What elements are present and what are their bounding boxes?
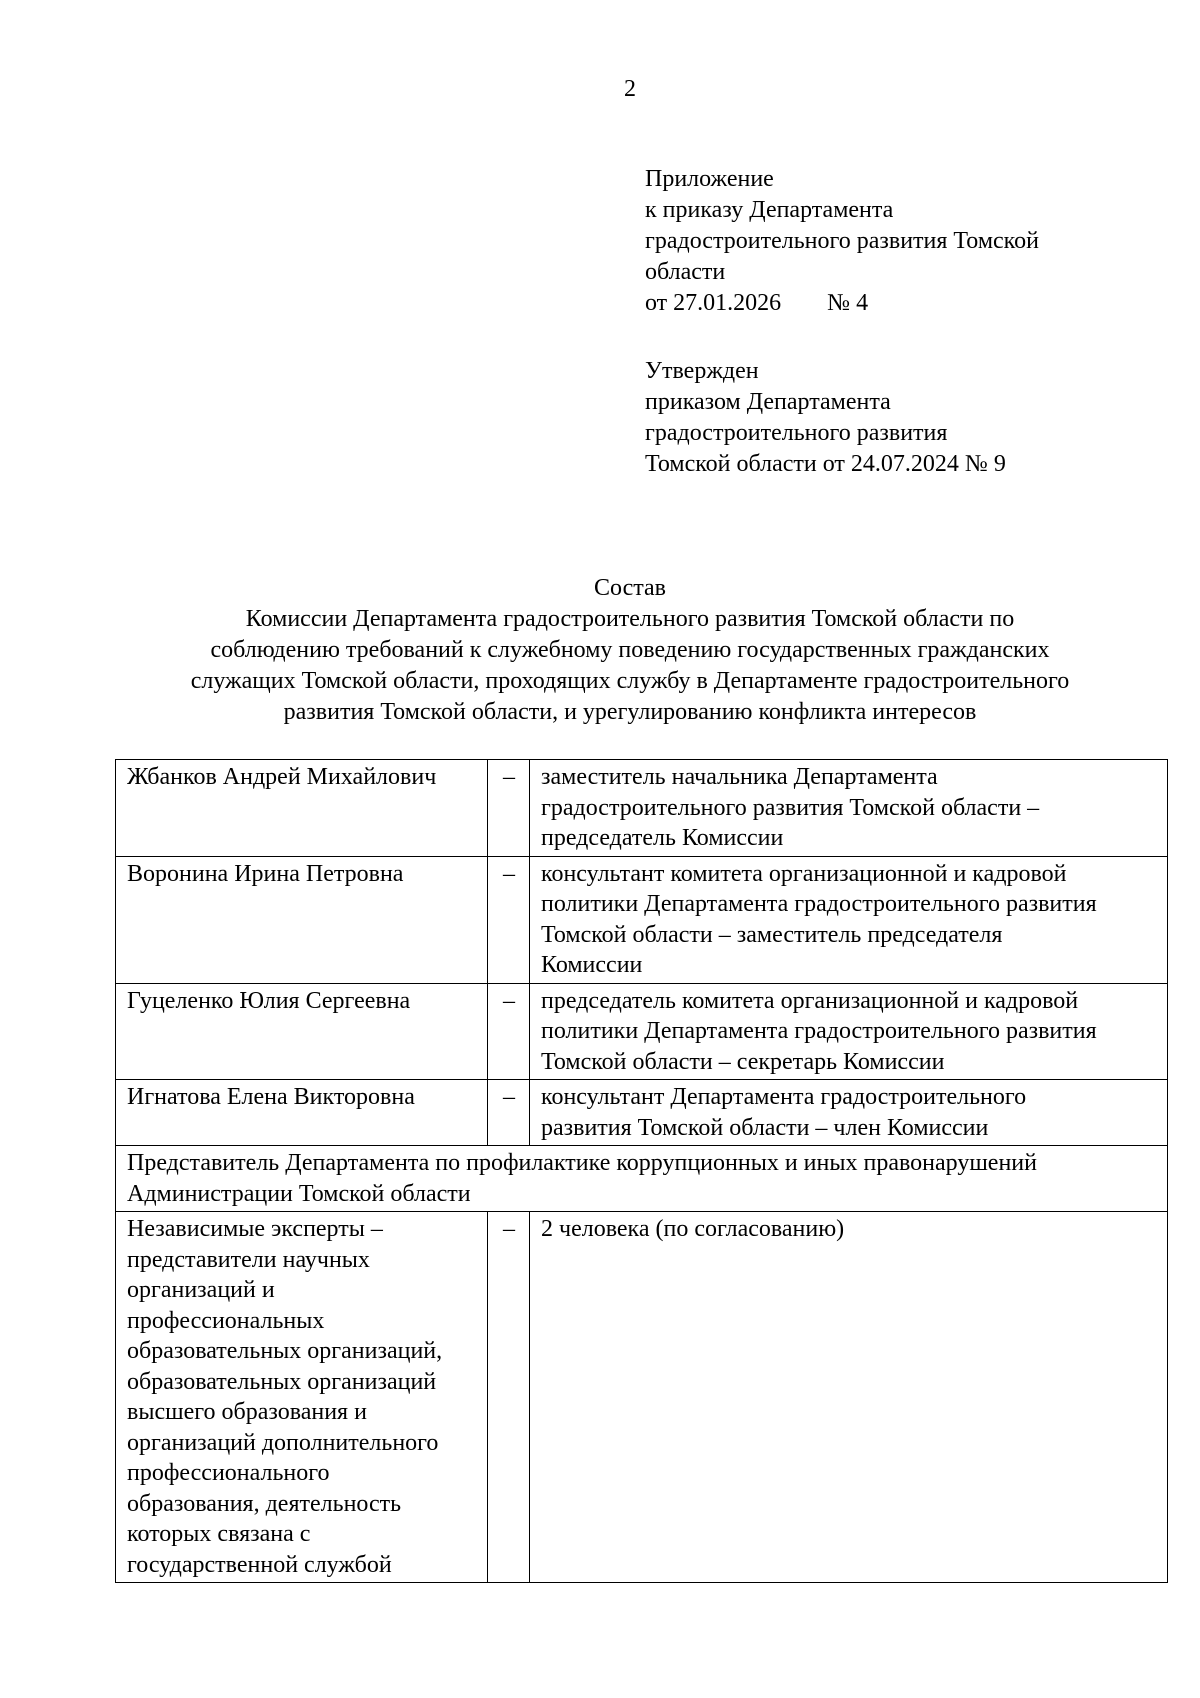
table-row [116, 983, 1168, 1080]
member-name: Воронина Ирина Петровна [116, 856, 488, 983]
document-title [100, 573, 1160, 728]
table-row [116, 760, 1168, 857]
order-date: 27.01.2026 [673, 290, 782, 316]
title-heading: Состав [593, 575, 667, 601]
table-row-experts [116, 1212, 1168, 1583]
appendix-block [645, 164, 1145, 319]
approved-line: Томской области от 24.07.2024 № 9 [645, 451, 1006, 477]
title-line: служащих Томской области, проходящих службу в Департаменте градостроительного [190, 668, 1070, 694]
representative-line: Администрации Томской области [127, 1180, 471, 1207]
appendix-line: Приложение [645, 166, 774, 192]
dash-cell: – [488, 760, 530, 857]
experts-line: государственной службой [127, 1551, 392, 1578]
representative-cell [116, 1146, 1168, 1212]
experts-line: образовательных организаций, [127, 1338, 443, 1364]
page-number: 2 [624, 76, 636, 102]
commission-table [115, 759, 1168, 1583]
experts-role: 2 человека (по согласованию) [530, 1212, 1168, 1583]
approved-block [645, 356, 1145, 480]
role-line: консультант Департамента градостроительного [541, 1084, 1027, 1110]
role-line: председатель комитета организационной и кадровой [541, 987, 1079, 1014]
representative-line: Представитель Департамента по профилактике коррупционных и иных правонарушений [127, 1150, 1037, 1176]
experts-name [116, 1212, 488, 1583]
experts-line: профессионального [127, 1460, 330, 1486]
appendix-date-line [645, 288, 1145, 319]
experts-line: Независимые эксперты – [127, 1216, 383, 1242]
title-line: соблюдению требований к служебному поведению государственных гражданских [210, 637, 1050, 663]
dash-cell: – [488, 1080, 530, 1146]
role-line: консультант комитета организационной и кадровой [541, 860, 1067, 887]
role-line: градостроительного развития Томской области – [541, 794, 1040, 821]
appendix-line: к приказу Департамента [645, 197, 894, 223]
title-line: Комиссии Департамента градостроительного развития Томской области по [245, 606, 1015, 632]
member-role [530, 856, 1168, 983]
appendix-line: градостроительного развития Томской [645, 228, 1039, 254]
order-number: № 4 [827, 290, 869, 316]
table-row [116, 856, 1168, 983]
dash-cell: – [488, 856, 530, 983]
experts-line: образовательных организаций [127, 1368, 437, 1395]
role-line: развития Томской области – член Комиссии [541, 1114, 989, 1141]
member-name: Игнатова Елена Викторовна [116, 1080, 488, 1146]
role-line: председатель Комиссии [541, 825, 784, 851]
experts-line: которых связана с [127, 1521, 311, 1547]
role-line: заместитель начальника Департамента [541, 764, 938, 790]
approved-line: Утвержден [645, 358, 759, 384]
experts-line: представители научных [127, 1246, 370, 1273]
member-name: Гуцеленко Юлия Сергеевна [116, 983, 488, 1080]
table-row-representative [116, 1146, 1168, 1212]
member-role [530, 983, 1168, 1080]
role-line: Томской области – заместитель председателя [541, 921, 1003, 948]
experts-line: образования, деятельность [127, 1490, 402, 1517]
appendix-line: области [645, 259, 726, 285]
role-line: политики Департамента градостроительного развития [541, 1018, 1097, 1044]
approved-line: градостроительного развития [645, 420, 948, 446]
approved-line: приказом Департамента [645, 389, 891, 415]
experts-line: профессиональных [127, 1307, 325, 1334]
table-row [116, 1080, 1168, 1146]
date-prefix: от [645, 290, 668, 316]
role-line: политики Департамента градостроительного развития [541, 891, 1097, 917]
member-role [530, 760, 1168, 857]
dash-cell: – [488, 1212, 530, 1583]
experts-line: организаций дополнительного [127, 1429, 439, 1456]
dash-cell: – [488, 983, 530, 1080]
role-line: Комиссии [541, 952, 643, 978]
title-line: развития Томской области, и урегулированию конфликта интересов [283, 699, 977, 725]
role-line: Томской области – секретарь Комиссии [541, 1048, 945, 1075]
experts-line: организаций и [127, 1277, 275, 1303]
experts-line: высшего образования и [127, 1399, 367, 1425]
member-role [530, 1080, 1168, 1146]
member-name: Жбанков Андрей Михайлович [116, 760, 488, 857]
